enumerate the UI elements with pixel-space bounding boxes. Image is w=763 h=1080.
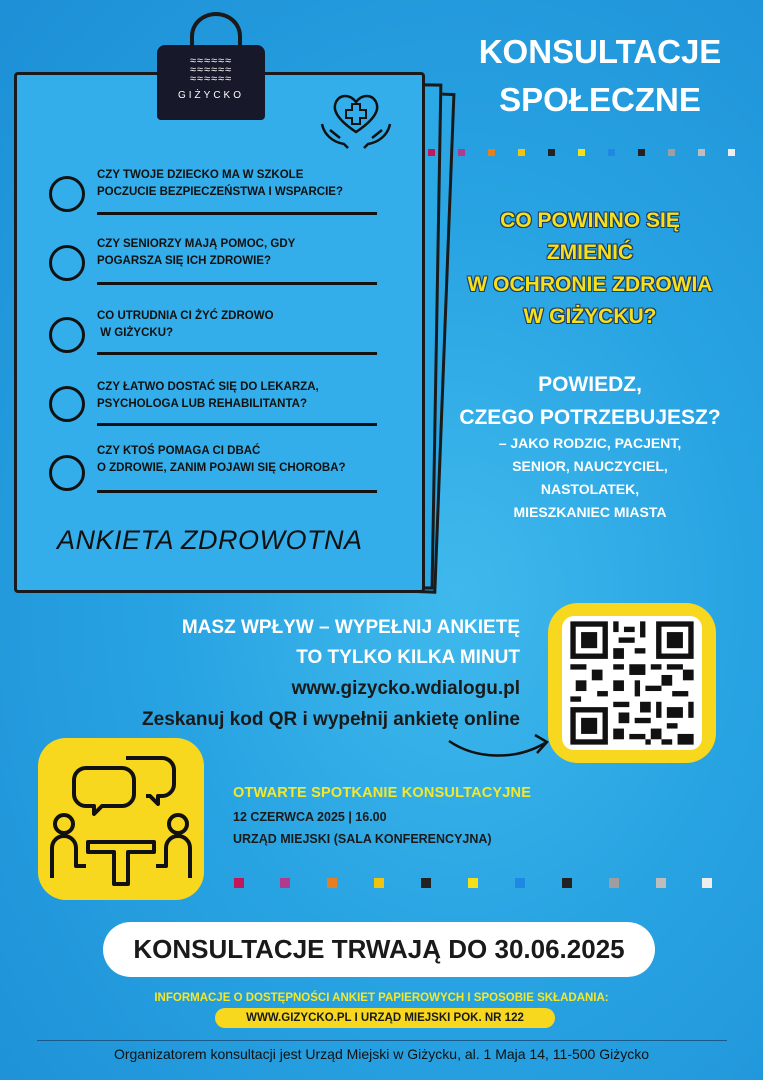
heart-care-icon bbox=[318, 82, 394, 152]
logo-text: GIŻYCKO bbox=[177, 90, 244, 101]
question-2: CZY SENIORZY MAJĄ POMOC, GDY POGARSZA SIĘ ICH ZDROWIE? bbox=[97, 238, 296, 267]
scan-instruction: Zeskanuj kod QR i wypełnij ankietę online bbox=[142, 709, 520, 730]
decorative-dots-top bbox=[428, 149, 748, 156]
answer-line bbox=[97, 423, 377, 426]
availability-link[interactable]: WWW.GIZYCKO.PL I URZĄD MIEJSKI POK. NR 122 bbox=[215, 1008, 555, 1028]
question-1: CZY TWOJE DZIECKO MA W SZKOLE POCZUCIE BEZPIECZEŃSTWA I WSPARCIE? bbox=[97, 169, 343, 198]
qr-code-frame bbox=[548, 603, 716, 763]
survey-line-1: MASZ WPŁYW – WYPEŁNIJ ANKIETĘ bbox=[181, 617, 520, 638]
meeting-place: URZĄD MIEJSKI (SALA KONFERENCYJNA) bbox=[233, 832, 492, 846]
checkbox-circle bbox=[49, 386, 85, 422]
meeting-icon-frame bbox=[38, 738, 204, 900]
checkbox-circle bbox=[49, 176, 85, 212]
answer-line bbox=[97, 212, 377, 215]
checkbox-circle bbox=[49, 317, 85, 353]
answer-line bbox=[97, 352, 377, 355]
arrow-icon bbox=[445, 715, 555, 765]
main-question: CO POWINNO SIĘ ZMIENIĆ W OCHRONIE ZDROWIA W GIŻYCKU? bbox=[467, 209, 713, 328]
checkbox-circle bbox=[49, 455, 85, 491]
decorative-dots-bottom bbox=[234, 878, 714, 888]
checkbox-circle bbox=[49, 245, 85, 281]
title-line-2: SPOŁECZNE bbox=[499, 81, 701, 118]
survey-url-link[interactable]: www.gizycko.wdialogu.pl bbox=[291, 678, 520, 699]
roles-list: – JAKO RODZIC, PACJENT, SENIOR, NAUCZYCIEL, NASTOLATEK, MIESZKANIEC MIASTA bbox=[498, 435, 682, 520]
form-title: ANKIETA ZDROWOTNA bbox=[57, 525, 363, 555]
qr-code[interactable] bbox=[562, 616, 702, 750]
deadline-banner: KONSULTACJE TRWAJĄ DO 30.06.2025 bbox=[103, 922, 655, 977]
question-5: CZY KTOŚ POMAGA CI DBAĆ O ZDROWIE, ZANIM POJAWI SIĘ CHOROBA? bbox=[97, 445, 346, 474]
clipboard-clip bbox=[157, 45, 265, 120]
question-3: CO UTRUDNIA CI ŻYĆ ZDROWO W GIŻYCKU? bbox=[97, 310, 274, 339]
meeting-icon bbox=[38, 738, 204, 900]
call-to-action: POWIEDZ, CZEGO POTRZEBUJESZ? bbox=[459, 373, 721, 429]
answer-line bbox=[97, 282, 377, 285]
footer-divider bbox=[37, 1040, 727, 1041]
organizer-footer: Organizatorem konsultacji jest Urząd Miejski w Giżycku, al. 1 Maja 14, 11-500 Giżycko bbox=[113, 1046, 650, 1062]
qr-code-icon bbox=[562, 616, 702, 750]
availability-info: INFORMACJE O DOSTĘPNOŚCI ANKIET PAPIEROWYCH I SPOSOBIE SKŁADANIA: bbox=[154, 992, 609, 1004]
meeting-title: OTWARTE SPOTKANIE KONSULTACYJNE bbox=[233, 785, 532, 801]
question-4: CZY ŁATWO DOSTAĆ SIĘ DO LEKARZA, PSYCHOLOGA LUB REHABILITANTA? bbox=[97, 381, 319, 410]
waves-icon: ≈≈≈≈≈≈ ≈≈≈≈≈≈ ≈≈≈≈≈≈ bbox=[189, 55, 233, 85]
answer-line bbox=[97, 490, 377, 493]
survey-line-2: TO TYLKO KILKA MINUT bbox=[296, 647, 520, 668]
title-line-1: KONSULTACJE bbox=[478, 33, 722, 70]
meeting-date: 12 CZERWCA 2025 | 16.00 bbox=[233, 810, 387, 824]
